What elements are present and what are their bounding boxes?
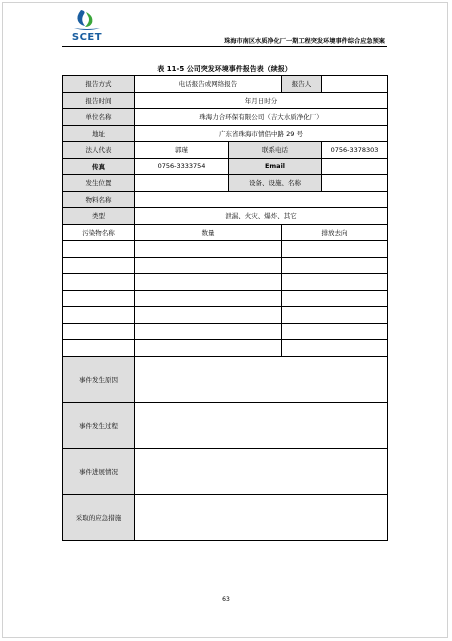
report-time-label: 报告时间 [63, 92, 135, 109]
pollutant-name-cell[interactable] [63, 323, 135, 340]
quantity-cell[interactable] [135, 257, 282, 274]
fax-value[interactable]: 0756-3333754 [135, 158, 229, 175]
equipment-label: 设备、设施、名称 [229, 175, 322, 192]
document-header-title: 珠海市南区水质净化厂一期工程突发环境事件综合应急预案 [224, 38, 385, 45]
report-method-label: 报告方式 [63, 76, 135, 93]
phone-value[interactable]: 0756-3378303 [322, 142, 388, 159]
report-time-value[interactable]: 年月日时分 [135, 92, 388, 109]
quantity-cell[interactable] [135, 323, 282, 340]
measures-label: 采取的应急措施 [63, 494, 135, 540]
row-measures [63, 494, 388, 540]
destination-cell[interactable] [282, 257, 388, 274]
address-value[interactable]: 广东省珠海市情侣中路 29 号 [135, 125, 388, 142]
process-label: 事件发生过程 [63, 402, 135, 448]
fax-label: 传真 [63, 158, 135, 175]
measures-value[interactable] [135, 494, 388, 540]
material-label: 物料名称 [63, 191, 135, 208]
page-number: 63 [222, 596, 230, 603]
pollutant-name-cell[interactable] [63, 274, 135, 291]
pollutant-name-cell[interactable] [63, 340, 135, 357]
pollutant-name-cell[interactable] [63, 290, 135, 307]
destination-cell[interactable] [282, 340, 388, 357]
quantity-cell[interactable] [135, 274, 282, 291]
table-row [63, 257, 388, 274]
report-method-value[interactable]: 电话报告或网络报告 [135, 76, 282, 93]
header-rule [62, 46, 387, 47]
table-row [63, 274, 388, 291]
row-type [63, 208, 388, 225]
progress-value[interactable] [135, 448, 388, 494]
email-label: Email [229, 158, 322, 175]
address-label: 地址 [63, 125, 135, 142]
table-row [63, 241, 388, 258]
row-legal-rep [63, 142, 388, 159]
table-row [63, 340, 388, 357]
progress-label: 事件进展情况 [63, 448, 135, 494]
table-row [63, 323, 388, 340]
phone-label: 联系电话 [229, 142, 322, 159]
destination-cell[interactable] [282, 307, 388, 324]
logo-text: SCET [71, 32, 103, 43]
location-label: 发生位置 [63, 175, 135, 192]
cause-label: 事件发生原因 [63, 356, 135, 402]
material-value[interactable] [135, 191, 388, 208]
email-value[interactable] [322, 158, 388, 175]
row-cause [63, 356, 388, 402]
type-value[interactable]: 泄漏、火灾、爆炸、其它 [135, 208, 388, 225]
row-report-time [63, 92, 388, 109]
row-unit-name [63, 109, 388, 126]
type-label: 类型 [63, 208, 135, 225]
row-pollutant-header [63, 224, 388, 241]
destination-header: 排放去向 [282, 224, 388, 241]
quantity-cell[interactable] [135, 340, 282, 357]
pollutant-name-cell[interactable] [63, 257, 135, 274]
unit-name-label: 单位名称 [63, 109, 135, 126]
reporter-value[interactable] [322, 76, 388, 93]
pollutant-name-cell[interactable] [63, 307, 135, 324]
quantity-cell[interactable] [135, 241, 282, 258]
destination-cell[interactable] [282, 274, 388, 291]
row-material [63, 191, 388, 208]
pollutant-header: 污染物名称 [63, 224, 135, 241]
unit-name-value[interactable]: 珠海力合环保有限公司（吉大水质净化厂） [135, 109, 388, 126]
row-report-method [63, 76, 388, 93]
destination-cell[interactable] [282, 323, 388, 340]
table-row [63, 307, 388, 324]
pollutant-name-cell[interactable] [63, 241, 135, 258]
destination-cell[interactable] [282, 241, 388, 258]
quantity-cell[interactable] [135, 307, 282, 324]
cause-value[interactable] [135, 356, 388, 402]
process-value[interactable] [135, 402, 388, 448]
quantity-header: 数量 [135, 224, 282, 241]
row-fax [63, 158, 388, 175]
row-address [63, 125, 388, 142]
row-location [63, 175, 388, 192]
location-value[interactable] [135, 175, 229, 192]
table-title: 表 11-5 公司突发环境事件报告表（续报） [157, 65, 292, 73]
table-row [63, 290, 388, 307]
incident-report-table [62, 75, 388, 541]
legal-rep-value[interactable]: 郭瑾 [135, 142, 229, 159]
row-progress [63, 448, 388, 494]
quantity-cell[interactable] [135, 290, 282, 307]
row-process [63, 402, 388, 448]
equipment-value[interactable] [322, 175, 388, 192]
legal-rep-label: 法人代表 [63, 142, 135, 159]
destination-cell[interactable] [282, 290, 388, 307]
reporter-label: 报告人 [282, 76, 322, 93]
